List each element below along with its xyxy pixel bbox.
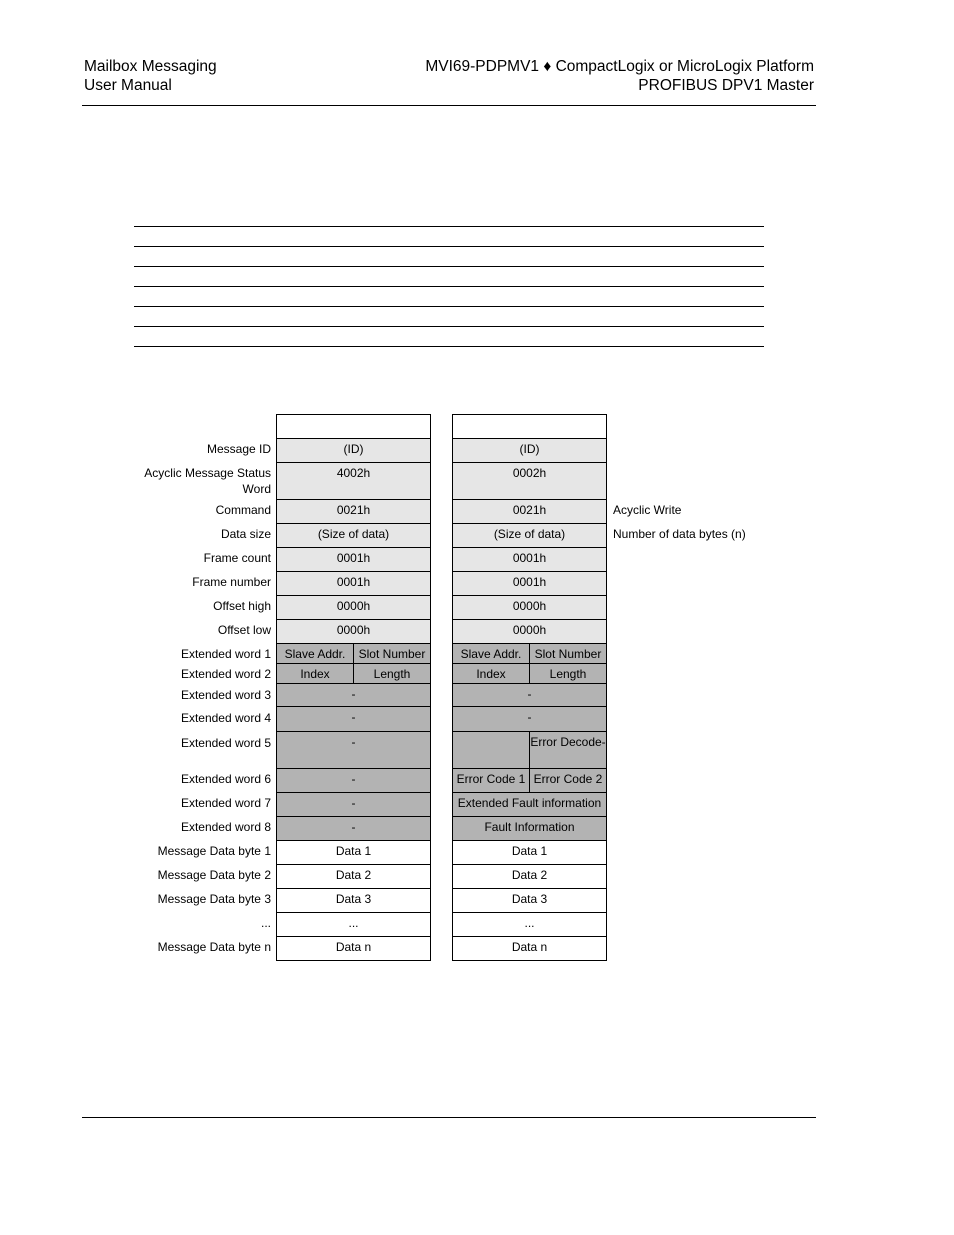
header-left — [84, 57, 217, 95]
product-title: MVI69-PDPMV1 ♦ CompactLogix or MicroLogix Platform — [425, 58, 814, 75]
row-label: ... — [260, 916, 271, 930]
header-rule — [82, 105, 816, 106]
response-header-cell — [452, 414, 607, 439]
table-rule — [134, 226, 764, 227]
response-index: Index — [452, 663, 530, 684]
table-rule — [134, 306, 764, 307]
response-frame-number: 0001h — [452, 571, 607, 596]
document-type: User Manual — [84, 77, 172, 94]
query-frame-count: 0001h — [276, 547, 431, 572]
section-title: Mailbox Messaging — [84, 58, 217, 75]
query-slave-addr: Slave Addr. — [276, 643, 354, 664]
table-rule — [134, 346, 764, 347]
response-datan: Data n — [452, 936, 607, 961]
header-right — [425, 57, 814, 95]
query-data-size: (Size of data) — [276, 523, 431, 548]
response-data-size: (Size of data) — [452, 523, 607, 548]
query-length: Length — [353, 663, 431, 684]
note-command: Acyclic Write — [613, 503, 682, 517]
query-index: Index — [276, 663, 354, 684]
query-ext7: - — [276, 792, 431, 817]
query-offset-high: 0000h — [276, 595, 431, 620]
response-fault-information: Fault Information — [452, 816, 607, 841]
row-label: Extended word 8 — [180, 820, 271, 834]
response-ext5-empty — [452, 731, 530, 769]
row-label: Offset high — [213, 599, 271, 613]
response-ext4: - — [452, 706, 607, 732]
row-label: Extended word 1 — [180, 647, 271, 661]
row-label: Message ID — [206, 442, 271, 456]
query-ext3: - — [276, 683, 431, 707]
row-label: Frame number — [192, 575, 271, 589]
query-offset-low: 0000h — [276, 619, 431, 644]
response-frame-count: 0001h — [452, 547, 607, 572]
response-data2: Data 2 — [452, 864, 607, 889]
query-dots: ... — [276, 912, 431, 937]
query-ext5: - — [276, 731, 431, 769]
response-slot-number: Slot Number — [529, 643, 607, 664]
note-data-size: Number of data bytes (n) — [613, 527, 746, 541]
response-offset-low: 0000h — [452, 619, 607, 644]
response-offset-high: 0000h — [452, 595, 607, 620]
row-label: Offset low — [217, 623, 271, 637]
query-ext8: - — [276, 816, 431, 841]
query-data1: Data 1 — [276, 840, 431, 865]
row-label: Data size — [220, 527, 271, 541]
response-command: 0021h — [452, 499, 607, 524]
table-rule — [134, 326, 764, 327]
query-header-cell — [276, 414, 431, 439]
row-label: Extended word 3 — [180, 688, 271, 702]
query-status: 4002h — [276, 462, 431, 500]
response-data3: Data 3 — [452, 888, 607, 913]
query-command: 0021h — [276, 499, 431, 524]
response-extended-fault: Extended Fault information — [452, 792, 607, 817]
footer-rule — [82, 1117, 816, 1118]
query-frame-number: 0001h — [276, 571, 431, 596]
response-error-decode: Error Decode- — [529, 731, 607, 769]
query-datan: Data n — [276, 936, 431, 961]
query-data3: Data 3 — [276, 888, 431, 913]
row-label: Message Data byte 1 — [157, 844, 271, 858]
row-label: Extended word 7 — [180, 796, 271, 810]
row-label: Message Data byte 3 — [157, 892, 271, 906]
table-rule — [134, 266, 764, 267]
response-status: 0002h — [452, 462, 607, 500]
response-ext3: - — [452, 683, 607, 707]
row-label: Acyclic Message Status Word — [144, 466, 271, 496]
row-label: Command — [215, 503, 271, 517]
row-label: Extended word 2 — [180, 667, 271, 681]
row-label: Extended word 4 — [180, 711, 271, 725]
response-data1: Data 1 — [452, 840, 607, 865]
row-label: Message Data byte n — [157, 940, 271, 954]
product-subtitle: PROFIBUS DPV1 Master — [638, 77, 814, 94]
response-error-code-2: Error Code 2 — [529, 768, 607, 793]
query-message-id: (ID) — [276, 438, 431, 463]
row-label: Extended word 5 — [180, 736, 271, 750]
row-label: Extended word 6 — [180, 772, 271, 786]
response-slave-addr: Slave Addr. — [452, 643, 530, 664]
query-slot-number: Slot Number — [353, 643, 431, 664]
response-error-code-1: Error Code 1 — [452, 768, 530, 793]
row-label: Message Data byte 2 — [157, 868, 271, 882]
table-rule — [134, 246, 764, 247]
table-rule — [134, 286, 764, 287]
response-dots: ... — [452, 912, 607, 937]
query-ext4: - — [276, 706, 431, 732]
response-length: Length — [529, 663, 607, 684]
row-label: Frame count — [203, 551, 271, 565]
query-ext6: - — [276, 768, 431, 793]
query-data2: Data 2 — [276, 864, 431, 889]
response-message-id: (ID) — [452, 438, 607, 463]
